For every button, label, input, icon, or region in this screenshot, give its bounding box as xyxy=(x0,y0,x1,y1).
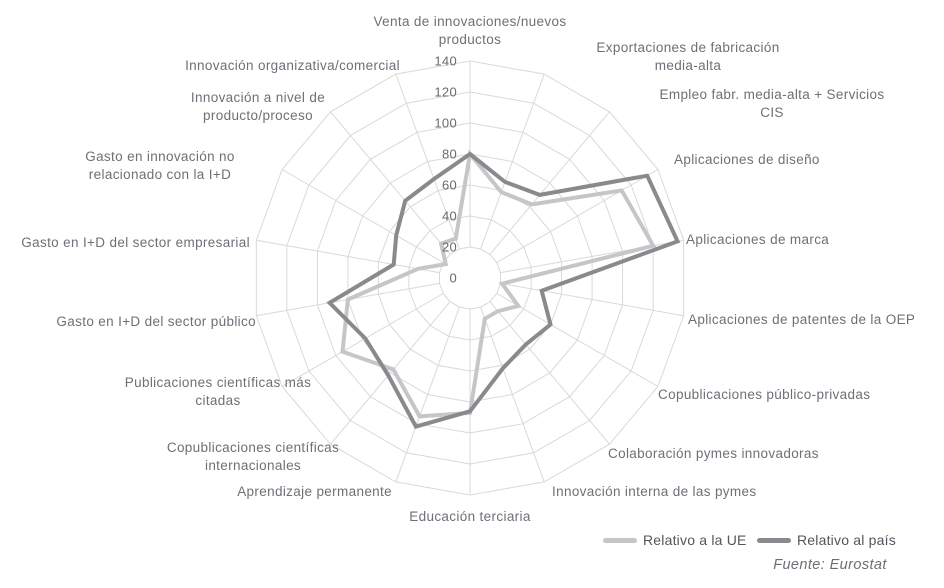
category-label: Innovación interna de las pymes xyxy=(552,484,757,499)
category-label: Gasto en innovación no relacionado con la I+D xyxy=(85,149,235,182)
axis-tick-label: 40 xyxy=(441,208,457,224)
category-label: Aprendizaje permanente xyxy=(237,484,392,499)
category-label: Empleo fabr. media-alta + Servicios CIS xyxy=(659,87,885,120)
category-label: Publicaciones científicas más citadas xyxy=(124,375,312,408)
grid-spoke xyxy=(497,294,658,387)
grid-spoke xyxy=(282,294,443,387)
category-label: Innovación organizativa/comercial xyxy=(185,58,400,73)
category-label: Copublicaciones científicas internacionales xyxy=(166,440,340,473)
legend-label-pais: Relativo al país xyxy=(797,532,896,548)
category-label: Aplicaciones de marca xyxy=(686,232,830,247)
category-label: Gasto en I+D del sector público xyxy=(56,314,256,329)
category-label: Exportaciones de fabricación media-alta xyxy=(596,40,780,73)
category-label: Gasto en I+D del sector empresarial xyxy=(21,235,250,250)
axis-tick-label: 140 xyxy=(434,53,457,69)
grid-spoke xyxy=(282,170,443,263)
category-label: Colaboración pymes innovadoras xyxy=(608,446,819,461)
category-label: Educación terciaria xyxy=(409,509,531,524)
grid-spoke xyxy=(481,74,545,249)
category-label: Innovación a nivel de producto/proceso xyxy=(190,90,326,123)
category-label: Aplicaciones de patentes de la OEP xyxy=(688,312,916,327)
source-note: Fuente: Eurostat xyxy=(773,557,887,573)
axis-tick-label: 120 xyxy=(434,84,457,100)
legend-swatch-pais-icon xyxy=(757,538,791,543)
grid-spoke xyxy=(331,112,451,255)
axis-tick-label: 60 xyxy=(441,177,457,193)
axis-tick-label: 0 xyxy=(449,270,457,286)
axis-tick-label: 100 xyxy=(434,115,457,131)
axis-tick-label: 80 xyxy=(441,146,457,162)
legend-item-pais xyxy=(757,532,896,548)
legend-label-ue: Relativo a la UE xyxy=(643,532,747,548)
legend-item-ue xyxy=(603,532,747,548)
category-label: Copublicaciones público-privadas xyxy=(658,387,871,402)
grid-spoke xyxy=(481,307,545,482)
category-label: Venta de innovaciones/nuevos productos xyxy=(373,14,567,47)
legend-swatch-ue-icon xyxy=(603,538,637,543)
axis-tick-label: 20 xyxy=(441,239,457,255)
category-label: Aplicaciones de diseño xyxy=(674,152,820,167)
